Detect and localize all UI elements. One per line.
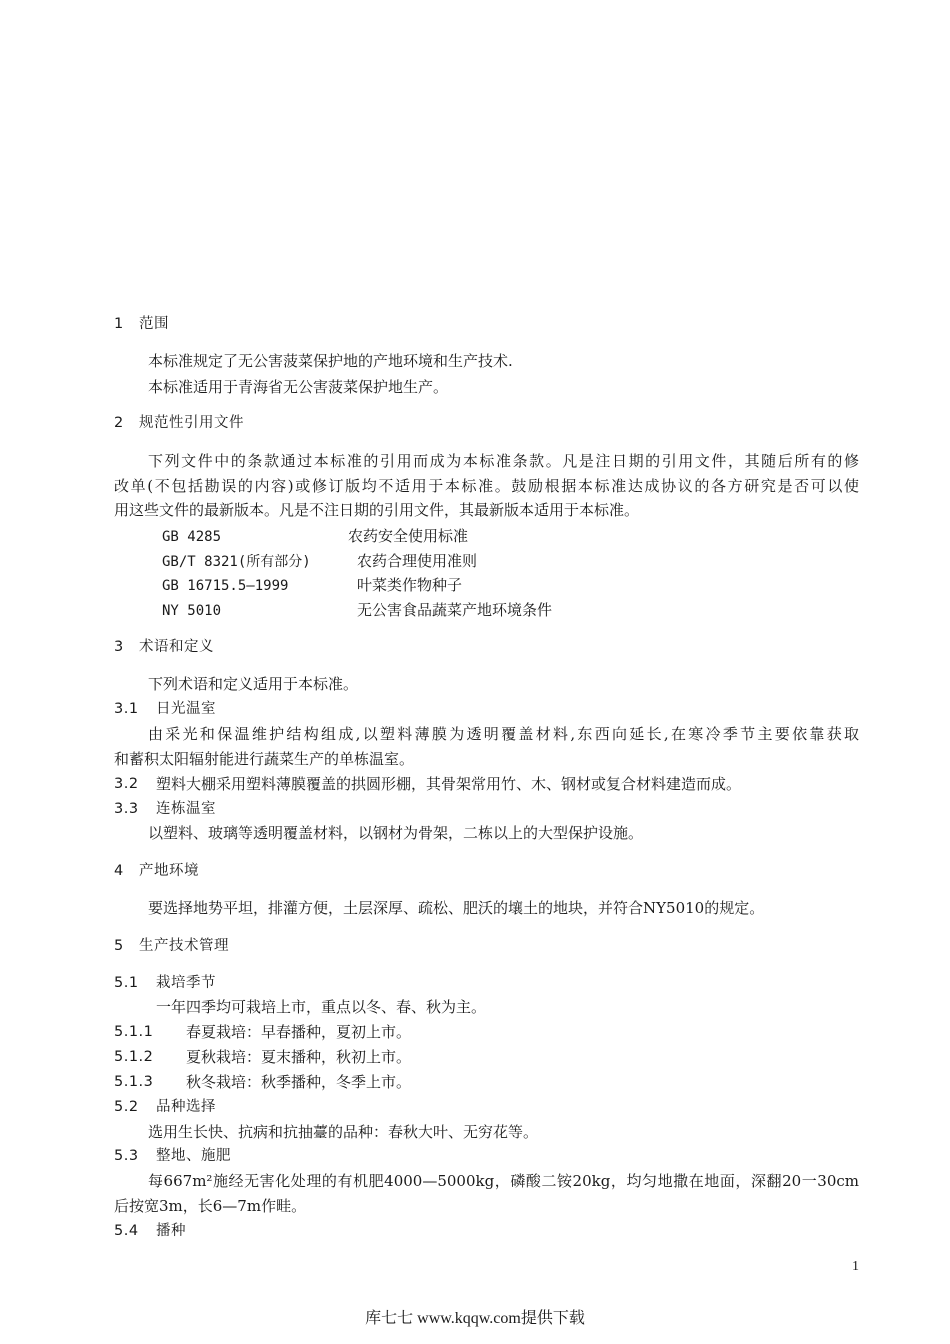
subsection-3-1-heading xyxy=(114,699,216,719)
section-number: 5.4 xyxy=(114,1223,139,1239)
paragraph-line: 用这些文件的最新版本。凡是不注日期的引用文件，其最新版本适用于本标准。 xyxy=(114,501,640,519)
reference-title: 叶菜类作物种子 xyxy=(357,576,463,594)
reference-title: 无公害食品蔬菜产地环境条件 xyxy=(357,601,553,619)
subsection-5-4-heading xyxy=(114,1221,186,1241)
section-title: 栽培季节 xyxy=(156,975,216,991)
list-item-text: 夏秋栽培：夏末播种，秋初上市。 xyxy=(186,1048,412,1066)
section-title: 播种 xyxy=(156,1223,186,1239)
section-number: 3 xyxy=(114,639,124,655)
reference-title: 农药安全使用标准 xyxy=(348,527,469,545)
section-number: 5.1.1 xyxy=(114,1024,154,1040)
subsection-5-2-heading xyxy=(114,1097,216,1117)
section-number: 3.1 xyxy=(114,701,139,717)
paragraph-line: 和蓄积太阳辐射能进行蔬菜生产的单栋温室。 xyxy=(114,750,415,768)
paragraph: 本标准适用于青海省无公害菠菜保护地生产。 xyxy=(148,378,449,396)
footer-download-credit: 库七七 www.kqqw.com提供下载 xyxy=(365,1310,585,1327)
section-number: 1 xyxy=(114,316,124,332)
section-3-heading xyxy=(114,637,214,657)
section-number: 5.1 xyxy=(114,975,139,991)
subsection-5-3-heading xyxy=(114,1146,231,1166)
section-title: 品种选择 xyxy=(156,1099,216,1115)
section-number: 5 xyxy=(114,938,124,954)
reference-code: GB 4285 xyxy=(162,529,222,545)
subsection-5-1-2 xyxy=(114,1047,186,1067)
definition-text: 塑料大棚采用塑料薄膜覆盖的拱圆形棚，其骨架常用竹、木、钢材或复合材料建造而成。 xyxy=(156,775,742,793)
reference-code: GB/T 8321(所有部分) xyxy=(162,554,311,570)
section-title: 术语和定义 xyxy=(139,639,214,655)
section-title: 整地、施肥 xyxy=(156,1148,231,1164)
section-4-heading xyxy=(114,861,199,881)
section-title: 规范性引用文件 xyxy=(139,415,244,431)
paragraph-line: 每667m²施经无害化处理的有机肥4000—5000kg，磷酸二铵20kg，均匀地撒在地面，深翻20一30cm xyxy=(148,1172,859,1190)
subsection-5-1-heading xyxy=(114,973,216,993)
paragraph: 以塑料、玻璃等透明覆盖材料，以钢材为骨架，二栋以上的大型保护设施。 xyxy=(148,824,644,842)
paragraph: 要选择地势平坦，排灌方便，土层深厚、疏松、肥沃的壤土的地块，并符合NY5010的规定。 xyxy=(148,899,765,917)
subsection-3-2 xyxy=(114,774,156,794)
section-title: 生产技术管理 xyxy=(139,938,229,954)
section-2-heading xyxy=(114,413,244,433)
subsection-5-1-3 xyxy=(114,1072,186,1092)
section-number: 5.2 xyxy=(114,1099,139,1115)
reference-title: 农药合理使用准则 xyxy=(357,552,478,570)
section-number: 5.1.2 xyxy=(114,1049,154,1065)
list-item-text: 秋冬栽培：秋季播种，冬季上市。 xyxy=(186,1073,412,1091)
paragraph-line: 由采光和保温维护结构组成,以塑料薄膜为透明覆盖材料,东西向延长,在寒冷季节主要依靠获取 xyxy=(148,725,859,743)
paragraph: 下列术语和定义适用于本标准。 xyxy=(148,675,359,693)
section-title: 范围 xyxy=(139,316,169,332)
section-number: 3.3 xyxy=(114,801,139,817)
section-number: 5.1.3 xyxy=(114,1074,154,1090)
paragraph-line: 后按宽3m，长6—7m作畦。 xyxy=(114,1197,307,1215)
paragraph-line: 改单(不包括勘误的内容)或修订版均不适用于本标准。鼓励根据本标准达成协议的各方研究是否可以使 xyxy=(114,477,859,495)
section-number: 2 xyxy=(114,415,124,431)
section-title: 产地环境 xyxy=(139,863,199,879)
reference-code: NY 5010 xyxy=(162,603,222,619)
section-1-heading xyxy=(114,314,169,334)
section-number: 3.2 xyxy=(114,776,139,792)
section-number: 5.3 xyxy=(114,1148,139,1164)
section-number: 4 xyxy=(114,863,124,879)
reference-code: GB 16715.5—1999 xyxy=(162,578,289,594)
paragraph: 本标准规定了无公害菠菜保护地的产地环境和生产技术. xyxy=(148,352,513,370)
section-5-heading xyxy=(114,936,229,956)
subsection-3-3-heading xyxy=(114,799,216,819)
list-item-text: 春夏栽培：早春播种，夏初上市。 xyxy=(186,1023,412,1041)
subsection-5-1-1 xyxy=(114,1022,186,1042)
paragraph: 选用生长快、抗病和抗抽薹的品种：春秋大叶、无穷花等。 xyxy=(148,1123,539,1141)
paragraph-line: 下列文件中的条款通过本标准的引用而成为本标准条款。凡是注日期的引用文件，其随后所有的修 xyxy=(148,452,859,470)
page-number: 1 xyxy=(852,1259,859,1274)
section-title: 日光温室 xyxy=(156,701,216,717)
paragraph: 一年四季均可栽培上市，重点以冬、春、秋为主。 xyxy=(156,998,487,1016)
section-title: 连栋温室 xyxy=(156,801,216,817)
